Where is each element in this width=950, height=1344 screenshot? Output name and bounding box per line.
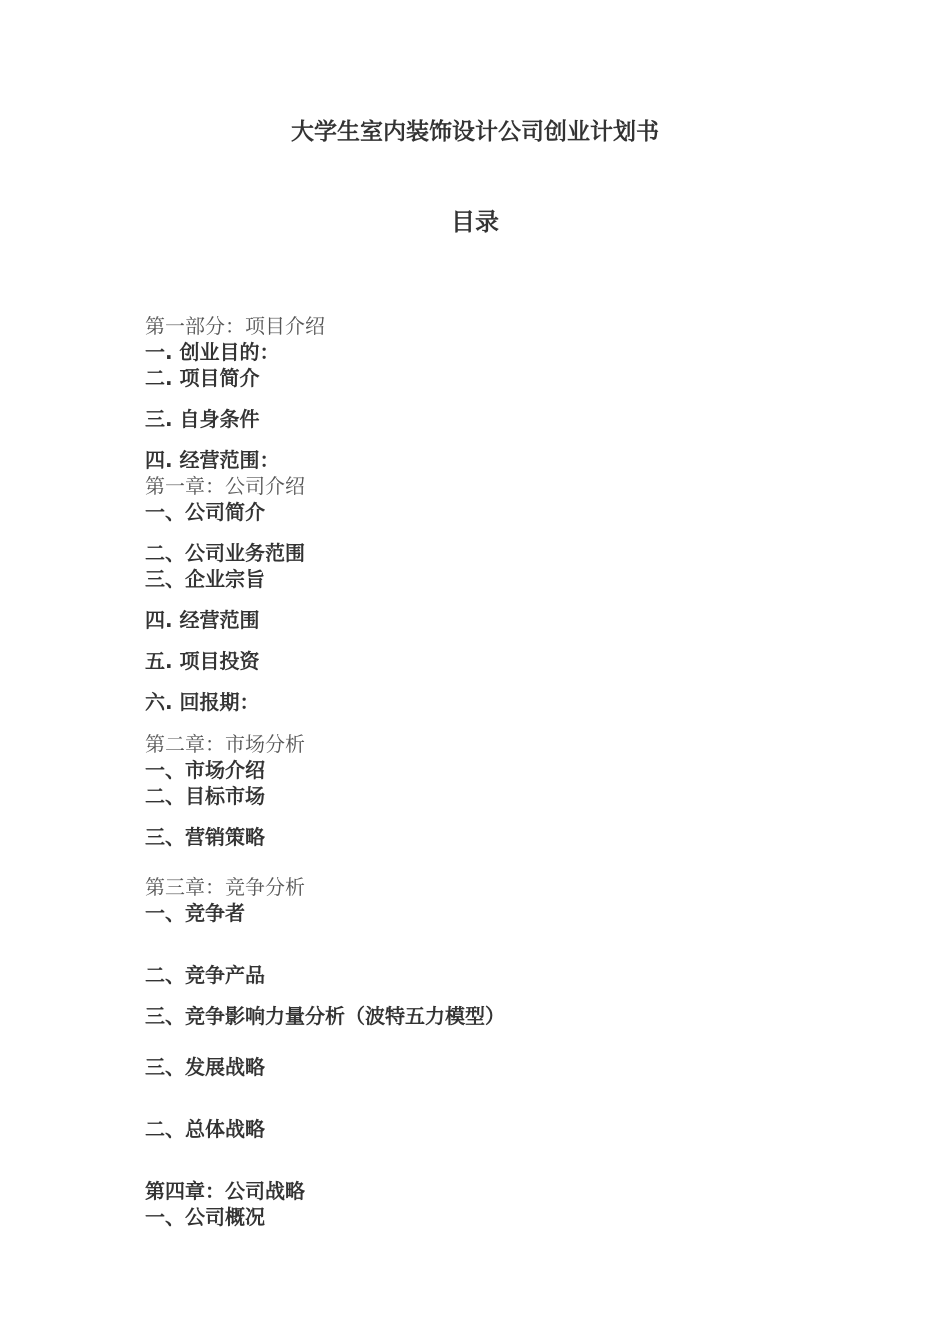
- toc-item: 一、市场介绍: [145, 758, 265, 782]
- toc-item: 三、竞争影响力量分析（波特五力模型）: [145, 1004, 505, 1028]
- toc-item: 二. 项目简介: [145, 366, 260, 390]
- toc-item: 一、公司概况: [145, 1205, 265, 1229]
- toc-item: 五. 项目投资: [145, 649, 260, 673]
- toc-item: 三、发展战略: [145, 1055, 265, 1079]
- toc-item: 三、企业宗旨: [145, 567, 265, 591]
- toc-item: 四. 经营范围：: [145, 448, 280, 472]
- toc-heading: 目录: [451, 208, 499, 236]
- toc-item: 四. 经营范围: [145, 608, 260, 632]
- toc-chapter-heading: 第三章：竞争分析: [145, 875, 305, 899]
- toc-item: 三. 自身条件: [145, 407, 260, 431]
- toc-item: 一. 创业目的：: [145, 340, 280, 364]
- toc-item: 二、公司业务范围: [145, 541, 305, 565]
- toc-chapter-heading: 第二章：市场分析: [145, 732, 305, 756]
- toc-chapter-heading: 第四章：公司战略: [145, 1179, 305, 1203]
- document-title: 大学生室内装饰设计公司创业计划书: [291, 119, 659, 145]
- toc-item: 二、目标市场: [145, 784, 265, 808]
- toc-item: 一、公司简介: [145, 500, 265, 524]
- toc-item: 二、总体战略: [145, 1117, 265, 1141]
- toc-item: 二、竞争产品: [145, 963, 265, 987]
- toc-part-heading: 第一部分：项目介绍: [145, 314, 325, 338]
- toc-item: 三、营销策略: [145, 825, 265, 849]
- toc-chapter-heading: 第一章：公司介绍: [145, 474, 305, 498]
- toc-item: 六. 回报期：: [145, 690, 260, 714]
- toc-item: 一、竞争者: [145, 901, 245, 925]
